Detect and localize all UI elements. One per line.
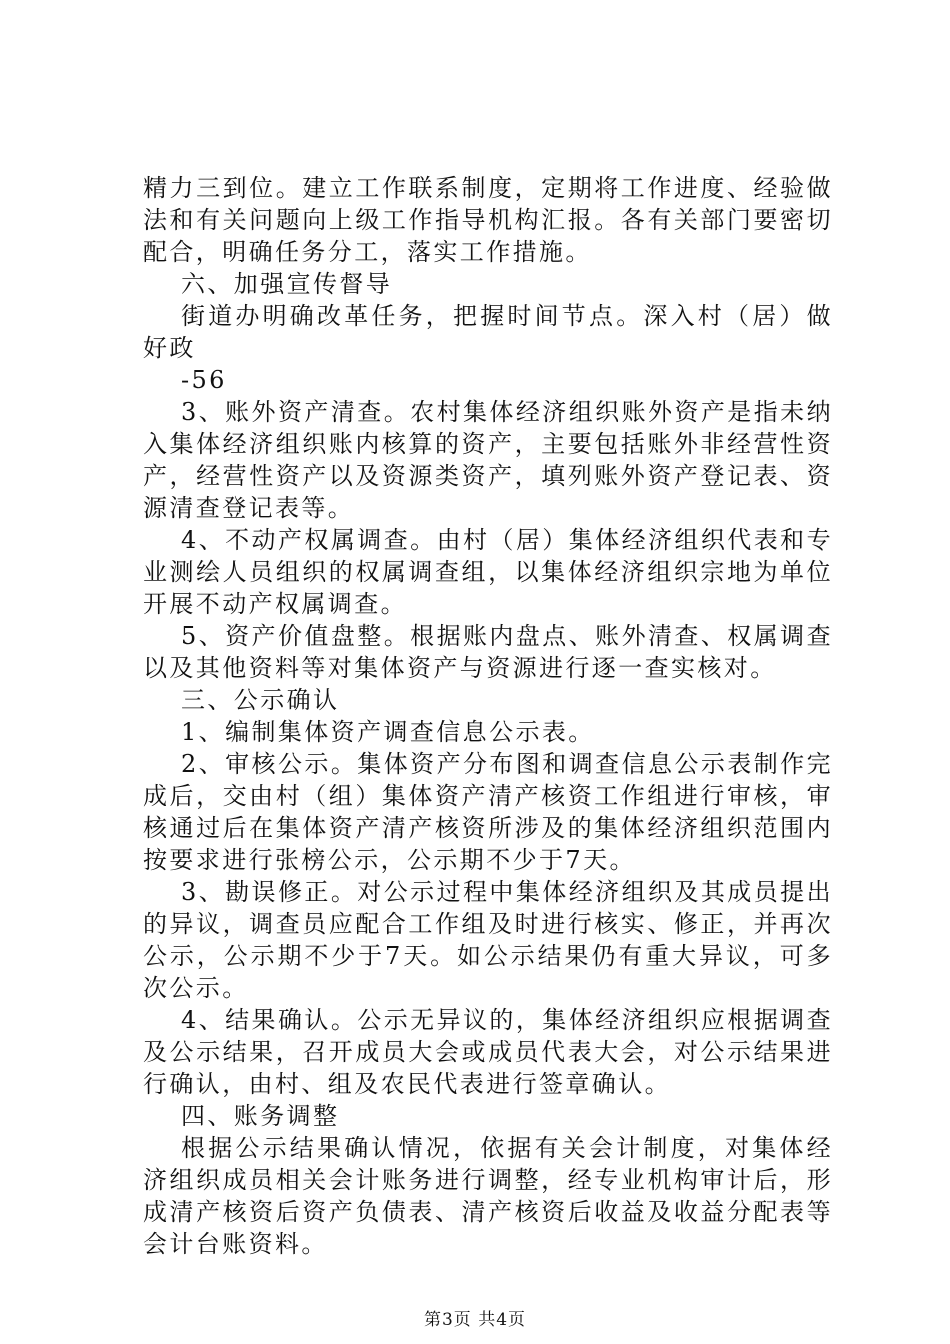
paragraph-property-survey: 4、不动产权属调查。由村（居）集体经济组织代表和专业测绘人员组织的权属调查组，以集体经济组织宗地为单位开展不动产权属调查。 [143,526,833,618]
section-heading-public-notice: 三、公示确认 [181,686,340,714]
paragraph-correction: 3、勘误修正。对公示过程中集体经济组织及其成员提出的异议，调查员应配合工作组及时进行核实、修正，并再次公示，公示期不少于7天。如公示结果仍有重大异议，可多次公示。 [143,878,833,1002]
paragraph-street-office: 街道办明确改革任务，把握时间节点。深入村（居）做好政 [143,302,833,362]
paragraph-account-adjustment: 根据公示结果确认情况，依据有关会计制度，对集体经济组织成员相关会计账务进行调整，经专业机构审计后，形成清产核资后资产负债表、清产核资后收益及收益分配表等会计台账资料。 [143,1134,833,1258]
paragraph-review-notice: 2、审核公示。集体资产分布图和调查信息公示表制作完成后，交由村（组）集体资产清产核资工作组进行审核，审核通过后在集体资产清产核资所涉及的集体经济组织范围内按要求进行张榜公示，公示期不少于7天。 [143,750,833,874]
page-footer: 第3页 共4页 [423,1310,527,1330]
paragraph-result-confirmation: 4、结果确认。公示无异议的，集体经济组织应根据调查及公示结果，召开成员大会或成员代表大会，对公示结果进行确认，由村、组及农民代表进行签章确认。 [143,1006,833,1098]
section-heading-account-adjustment: 四、账务调整 [181,1102,340,1130]
paragraph-notice-form: 1、编制集体资产调查信息公示表。 [181,718,595,746]
paragraph-asset-valuation: 5、资产价值盘整。根据账内盘点、账外清查、权属调查以及其他资料等对集体资产与资源进行逐一查实核对。 [143,622,833,682]
section-heading-publicity: 六、加强宣传督导 [181,270,393,298]
paragraph-work-contact: 精力三到位。建立工作联系制度，定期将工作进度、经验做法和有关问题向上级工作指导机构汇报。各有关部门要密切配合，明确任务分工，落实工作措施。 [143,174,833,266]
document-body [143,172,833,1260]
page-fragment-number: -56 [181,366,227,394]
paragraph-offbook-assets: 3、账外资产清查。农村集体经济组织账外资产是指未纳入集体经济组织账内核算的资产，主要包括账外非经营性资产，经营性资产以及资源类资产，填列账外资产登记表、资源清查登记表等。 [143,398,833,522]
